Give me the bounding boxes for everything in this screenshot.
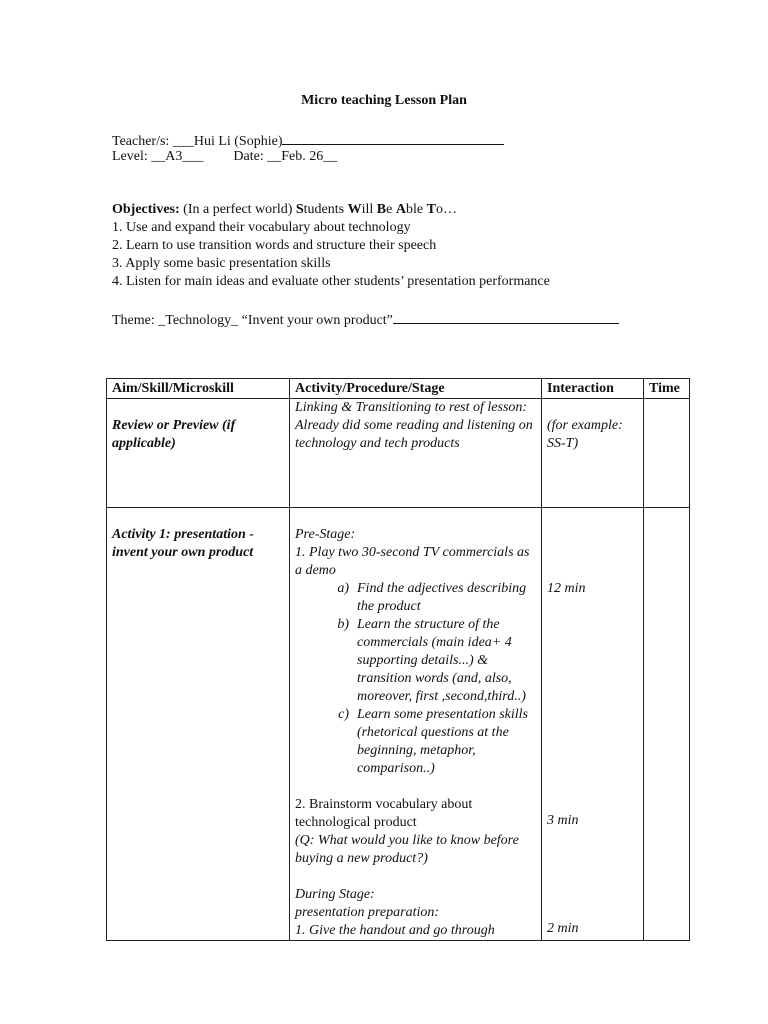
level-label: Level: [112, 149, 152, 164]
sub-label: b) [337, 617, 349, 632]
sub-label: c) [338, 707, 349, 722]
date-label: Date: [233, 149, 268, 164]
pre-stage-label: Pre-Stage: [295, 527, 356, 542]
level-line [112, 148, 337, 166]
procedure-cell [290, 508, 542, 941]
interaction-cell [542, 508, 644, 941]
table-row [107, 399, 690, 508]
level-value: __A3___ [151, 149, 204, 164]
swbat-t: T [426, 202, 436, 217]
theme-line [112, 309, 619, 330]
swbat-ill: ill [361, 202, 377, 217]
date-value: __Feb. 26__ [267, 149, 338, 164]
swbat-b: B [376, 202, 387, 217]
procedure-line: Already did some reading and listening on technology and tech products [295, 418, 533, 451]
sub-label: a) [337, 581, 349, 596]
objective-item: 4. Listen for main ideas and evaluate other students’ presentation performance [112, 274, 550, 289]
objective-item: 2. Learn to use transition words and structure their speech [112, 238, 437, 253]
table-header-row [107, 379, 690, 399]
step-1: 1. Play two 30-second TV commercials as a demo [295, 545, 530, 578]
sub-item-b [295, 616, 536, 706]
page-title: Micro teaching Lesson Plan [301, 93, 467, 108]
swbat-e: e [386, 202, 396, 217]
objectives-heading [112, 201, 457, 219]
procedure-line: Linking & Transitioning to rest of lesson: [295, 400, 528, 415]
swbat-tudents: tudents [303, 202, 348, 217]
swbat-s: S [295, 202, 304, 217]
header-aim: Aim/Skill/Microskill [107, 379, 290, 399]
during-stage-label: During Stage: [295, 887, 375, 902]
teacher-value: ___Hui Li (Sophie) [172, 134, 283, 149]
objective-item: 1. Use and expand their vocabulary about technology [112, 220, 411, 235]
time-cell [644, 508, 690, 941]
header-time: Time [644, 379, 690, 399]
sub-text: Learn some presentation skills (rhetorical questions at the beginning, metaphor, comparison..) [357, 707, 528, 776]
objective-item: 3. Apply some basic presentation skills [112, 256, 331, 271]
interaction-value: (for example: SS-T) [547, 418, 623, 451]
swbat-w: W [347, 202, 362, 217]
swbat-o: o… [435, 202, 457, 217]
aim-cell [107, 399, 290, 508]
aim-activity-1: Activity 1: presentation - invent your own product [112, 527, 254, 560]
objectives-intro: (In a perfect world) [179, 202, 296, 217]
table-row [107, 508, 690, 941]
sub-item-a [295, 580, 536, 616]
aim-cell [107, 508, 290, 941]
header-interaction: Interaction [542, 379, 644, 399]
aim-review: Review or Preview (if applicable) [112, 418, 236, 451]
swbat-a: A [395, 202, 406, 217]
interaction-cell [542, 399, 644, 508]
step-2: 2. Brainstorm vocabulary about technological product [295, 797, 473, 830]
teacher-blank [282, 130, 504, 145]
theme-blank [393, 309, 619, 324]
lesson-plan-table [106, 378, 690, 941]
objectives-label: Objectives: [112, 202, 180, 217]
sub-item-c [295, 706, 536, 778]
sub-text: Learn the structure of the commercials (main idea+ 4 supporting details...) & transition words (and, also, moreover, first ,second,third..) [357, 617, 526, 704]
swbat-ble: ble [405, 202, 427, 217]
time-value: 12 min [547, 581, 586, 596]
procedure-cell [290, 399, 542, 508]
prep-label: presentation preparation: [295, 905, 440, 920]
header-activity: Activity/Procedure/Stage [290, 379, 542, 399]
teacher-label: Teacher/s: [112, 134, 173, 149]
step-2-question: (Q: What would you like to know before buying a new product?) [295, 833, 519, 866]
time-value: 3 min [547, 813, 579, 828]
theme-text: Theme: _Technology_ “Invent your own product” [112, 313, 393, 328]
step-3: 1. Give the handout and go through [295, 923, 495, 938]
time-value: 2 min [547, 921, 579, 936]
time-cell [644, 399, 690, 508]
sub-text: Find the adjectives describing the product [357, 581, 527, 614]
